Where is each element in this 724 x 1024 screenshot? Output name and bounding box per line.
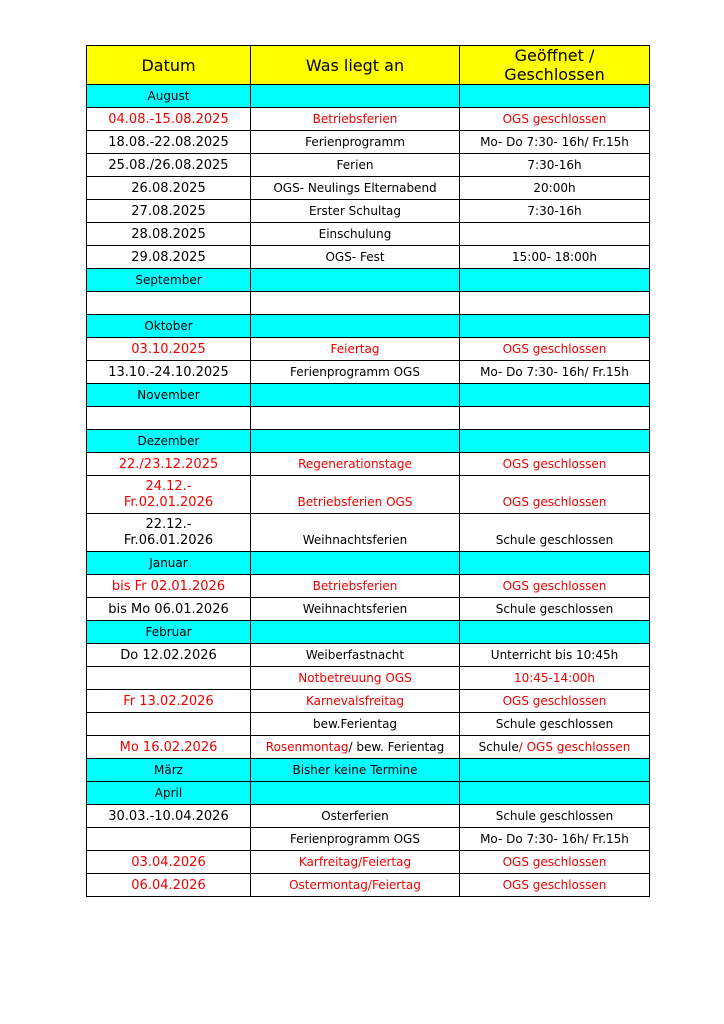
month-label: September — [87, 269, 251, 292]
table-row — [87, 407, 650, 430]
table-row — [87, 598, 650, 621]
date-cell: Mo 16.02.2026 — [87, 736, 251, 759]
month-row — [87, 384, 650, 407]
event-cell: Weiberfastnacht — [251, 644, 460, 667]
event-cell — [251, 621, 460, 644]
table-row — [87, 476, 650, 514]
month-label: März — [87, 759, 251, 782]
table-row — [87, 223, 650, 246]
event-cell — [251, 552, 460, 575]
status-cell: OGS geschlossen — [460, 690, 650, 713]
date-cell: 13.10.-24.10.2025 — [87, 361, 251, 384]
date-cell: 29.08.2025 — [87, 246, 251, 269]
status-cell — [460, 384, 650, 407]
status-cell — [460, 85, 650, 108]
event-cell: OGS- Neulings Elternabend — [251, 177, 460, 200]
status-cell: OGS geschlossen — [460, 338, 650, 361]
event-cell: Weihnachtsferien — [251, 598, 460, 621]
month-label: Oktober — [87, 315, 251, 338]
date-cell: bis Mo 06.01.2026 — [87, 598, 251, 621]
status-cell: 10:45-14:00h — [460, 667, 650, 690]
event-cell — [251, 736, 460, 759]
event-cell: Einschulung — [251, 223, 460, 246]
table-row — [87, 828, 650, 851]
status-cell: Schule geschlossen — [460, 514, 650, 552]
date-cell: 03.04.2026 — [87, 851, 251, 874]
status-cell: OGS geschlossen — [460, 476, 650, 514]
table-row — [87, 874, 650, 897]
date-cell — [87, 828, 251, 851]
header-was-liegt-an: Was liegt an — [251, 46, 460, 85]
event-cell: bew.Ferientag — [251, 713, 460, 736]
date-cell: 27.08.2025 — [87, 200, 251, 223]
table-row — [87, 575, 650, 598]
date-cell: 26.08.2025 — [87, 177, 251, 200]
event-cell: Betriebsferien — [251, 108, 460, 131]
event-cell: Weihnachtsferien — [251, 514, 460, 552]
table-row — [87, 131, 650, 154]
event-cell — [251, 315, 460, 338]
event-cell: Ferienprogramm — [251, 131, 460, 154]
month-row — [87, 552, 650, 575]
month-row — [87, 315, 650, 338]
event-cell: Betriebsferien OGS — [251, 476, 460, 514]
month-row — [87, 85, 650, 108]
event-cell: OGS- Fest — [251, 246, 460, 269]
event-cell — [251, 384, 460, 407]
table-row — [87, 736, 650, 759]
date-text: 24.12.- Fr.02.01.2026 — [123, 478, 214, 510]
table-row — [87, 292, 650, 315]
event-cell — [251, 85, 460, 108]
date-cell: bis Fr 02.01.2026 — [87, 575, 251, 598]
table-row — [87, 177, 650, 200]
month-label: November — [87, 384, 251, 407]
event-cell — [251, 782, 460, 805]
status-cell: 7:30-16h — [460, 154, 650, 177]
status-cell: Mo- Do 7:30- 16h/ Fr.15h — [460, 361, 650, 384]
status-cell — [460, 621, 650, 644]
event-cell: Erster Schultag — [251, 200, 460, 223]
status-cell: OGS geschlossen — [460, 851, 650, 874]
status-cell — [460, 736, 650, 759]
table-row — [87, 514, 650, 552]
status-cell: Mo- Do 7:30- 16h/ Fr.15h — [460, 828, 650, 851]
status-cell: Mo- Do 7:30- 16h/ Fr.15h — [460, 131, 650, 154]
table-row — [87, 108, 650, 131]
status-cell: Schule geschlossen — [460, 598, 650, 621]
date-cell: 22./23.12.2025 — [87, 453, 251, 476]
status-cell — [460, 269, 650, 292]
header-row — [87, 46, 650, 85]
status-cell — [460, 407, 650, 430]
event-cell: Betriebsferien — [251, 575, 460, 598]
status-cell — [460, 430, 650, 453]
event-cell — [251, 407, 460, 430]
event-cell — [251, 292, 460, 315]
date-cell: Do 12.02.2026 — [87, 644, 251, 667]
month-label: August — [87, 85, 251, 108]
status-cell: 15:00- 18:00h — [460, 246, 650, 269]
event-cell: Notbetreuung OGS — [251, 667, 460, 690]
table-row — [87, 338, 650, 361]
month-row — [87, 759, 650, 782]
month-row — [87, 269, 650, 292]
month-label: Februar — [87, 621, 251, 644]
table-row — [87, 246, 650, 269]
status-cell: OGS geschlossen — [460, 575, 650, 598]
status-cell: OGS geschlossen — [460, 108, 650, 131]
table-row — [87, 805, 650, 828]
event-cell: Ostermontag/Feiertag — [251, 874, 460, 897]
status-cell: 20:00h — [460, 177, 650, 200]
table-row — [87, 644, 650, 667]
date-cell: 18.08.-22.08.2025 — [87, 131, 251, 154]
event-cell: Ferienprogramm OGS — [251, 828, 460, 851]
event-cell: Feiertag — [251, 338, 460, 361]
status-cell: Unterricht bis 10:45h — [460, 644, 650, 667]
date-cell: 30.03.-10.04.2026 — [87, 805, 251, 828]
event-cell: Bisher keine Termine — [251, 759, 460, 782]
table-row — [87, 154, 650, 177]
date-cell: 04.08.-15.08.2025 — [87, 108, 251, 131]
date-cell: 25.08./26.08.2025 — [87, 154, 251, 177]
event-cell: Karnevalsfreitag — [251, 690, 460, 713]
status-part: Schule — [478, 740, 519, 754]
month-row — [87, 430, 650, 453]
date-cell: Fr 13.02.2026 — [87, 690, 251, 713]
status-cell — [460, 223, 650, 246]
table-row — [87, 690, 650, 713]
month-label: April — [87, 782, 251, 805]
event-part: / bew. Ferientag — [348, 740, 445, 754]
table-row — [87, 200, 650, 223]
status-part: / OGS geschlossen — [518, 740, 631, 754]
table-row — [87, 667, 650, 690]
event-cell: Karfreitag/Feiertag — [251, 851, 460, 874]
date-cell — [87, 407, 251, 430]
month-label: Januar — [87, 552, 251, 575]
date-cell — [87, 292, 251, 315]
date-cell — [87, 667, 251, 690]
date-cell — [87, 713, 251, 736]
status-cell — [460, 292, 650, 315]
status-cell: OGS geschlossen — [460, 874, 650, 897]
schedule-table — [86, 45, 650, 897]
status-cell — [460, 315, 650, 338]
event-part: Rosenmontag — [265, 740, 349, 754]
date-cell: 03.10.2025 — [87, 338, 251, 361]
header-status: Geöffnet / Geschlossen — [460, 46, 650, 85]
status-cell — [460, 552, 650, 575]
status-cell — [460, 759, 650, 782]
status-cell — [460, 782, 650, 805]
schedule-body — [87, 85, 650, 897]
event-cell: Regenerationstage — [251, 453, 460, 476]
status-cell: Schule geschlossen — [460, 713, 650, 736]
date-cell — [87, 476, 251, 514]
date-cell: 06.04.2026 — [87, 874, 251, 897]
month-label: Dezember — [87, 430, 251, 453]
table-row — [87, 361, 650, 384]
event-cell: Osterferien — [251, 805, 460, 828]
month-row — [87, 782, 650, 805]
event-cell: Ferien — [251, 154, 460, 177]
status-cell: OGS geschlossen — [460, 453, 650, 476]
table-row — [87, 453, 650, 476]
month-row — [87, 621, 650, 644]
date-cell — [87, 514, 251, 552]
table-row — [87, 713, 650, 736]
table-row — [87, 851, 650, 874]
event-cell — [251, 269, 460, 292]
date-cell: 28.08.2025 — [87, 223, 251, 246]
status-cell: 7:30-16h — [460, 200, 650, 223]
event-cell — [251, 430, 460, 453]
header-datum: Datum — [87, 46, 251, 85]
event-cell: Ferienprogramm OGS — [251, 361, 460, 384]
status-cell: Schule geschlossen — [460, 805, 650, 828]
date-text: 22.12.- Fr.06.01.2026 — [123, 516, 214, 548]
